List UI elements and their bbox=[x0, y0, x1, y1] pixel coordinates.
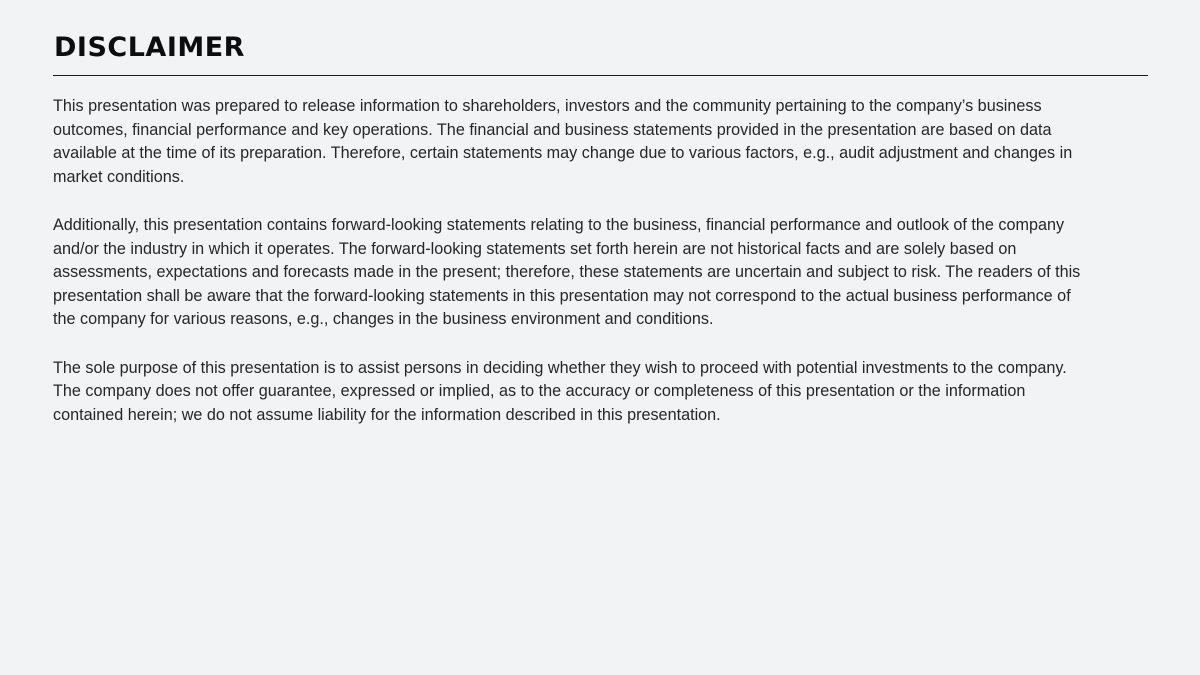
title-divider bbox=[53, 75, 1148, 76]
disclaimer-paragraph-2: Additionally, this presentation contains forward-looking statements relating to the business, financial performance and outlook of the company and/or the industry in which it operates. The forward-looking statements set forth herein are not historical facts and are solely based on assessments, expectations and forecasts made in the present; therefore, these statements are uncertain and subject to risk. The readers of this presentation shall be aware that the forward-looking statements in this presentation may not correspond to the actual business performance of the company for various reasons, e.g., changes in the business environment and conditions. bbox=[53, 216, 1081, 328]
disclaimer-paragraph-1: This presentation was prepared to release information to shareholders, investors and the community pertaining to the company’s business outcomes, financial performance and key operations. The financial and business statements provided in the presentation are based on data available at the time of its preparation. Therefore, certain statements may change due to various factors, e.g., audit adjustment and changes in market conditions. bbox=[53, 97, 1073, 186]
disclaimer-body bbox=[53, 95, 1093, 452]
page-title: DISCLAIMER bbox=[54, 32, 245, 63]
disclaimer-paragraph-3: The sole purpose of this presentation is to assist persons in deciding whether they wish to proceed with potential investments to the company. The company does not offer guarantee, expressed or implied, as to the accuracy or completeness of this presentation or the information contained herein; we do not assume liability for the information described in this presentation. bbox=[53, 358, 1067, 424]
